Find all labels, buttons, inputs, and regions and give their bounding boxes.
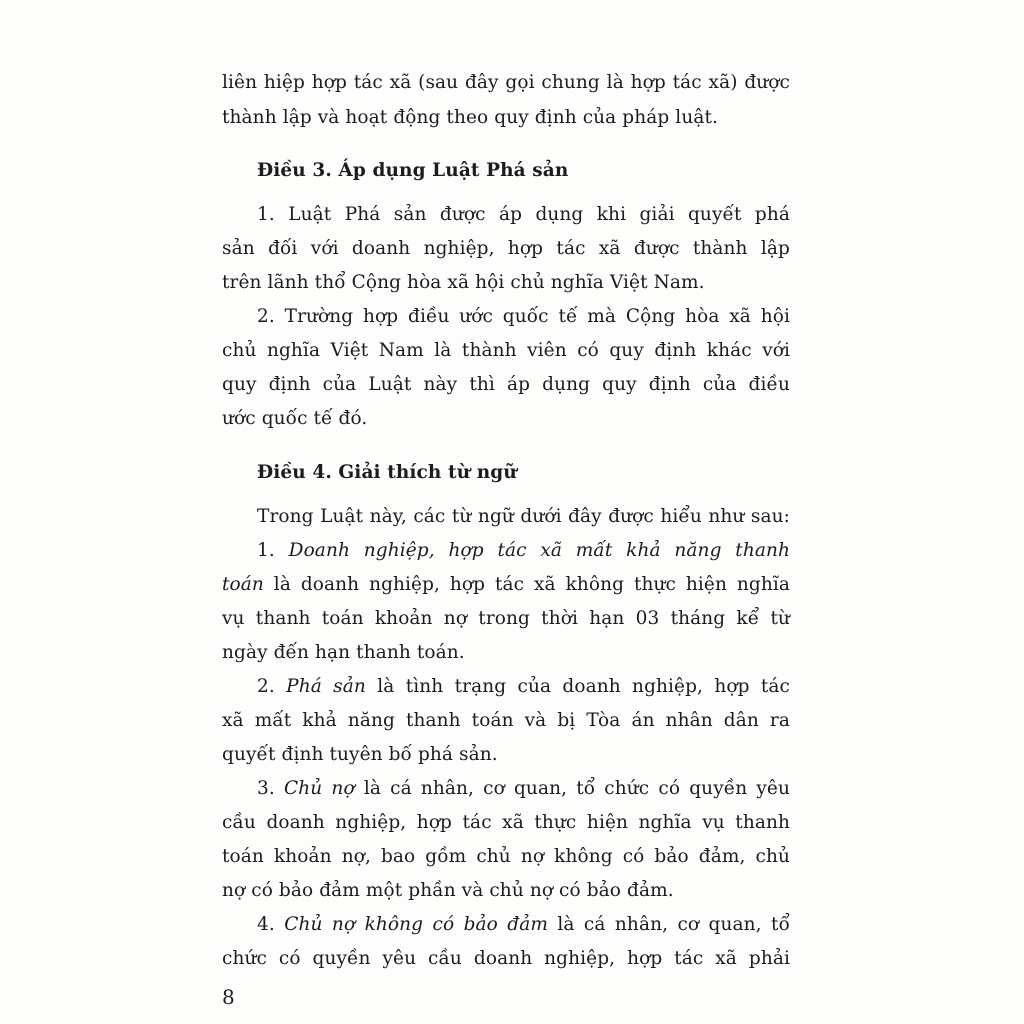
definition-4-line-1 <box>257 914 790 935</box>
article-3-p2-line-1: 2. Trường hợp điều ước quốc tế mà Cộng hòa xã hội <box>257 306 790 327</box>
definition-2-number: 2. <box>257 676 287 697</box>
definition-3-line-2: cầu doanh nghiệp, hợp tác xã thực hiện nghĩa vụ thanh <box>222 812 790 833</box>
definition-1-line-4: ngày đến hạn thanh toán. <box>222 642 465 663</box>
definition-2-term: Phá sản <box>286 676 366 697</box>
article-3-p1-line-1: 1. Luật Phá sản được áp dụng khi giải quyết phá <box>257 204 790 225</box>
definition-4-number: 4. <box>257 914 285 935</box>
article-3-heading: Điều 3. Áp dụng Luật Phá sản <box>257 160 569 181</box>
definition-1-text: là doanh nghiệp, hợp tác xã không thực hiện nghĩa <box>263 574 790 595</box>
definition-4-text: là cá nhân, cơ quan, tổ <box>548 914 790 935</box>
definition-1-number: 1. <box>257 540 289 561</box>
intro-line-2: thành lập và hoạt động theo quy định của pháp luật. <box>222 107 718 128</box>
definition-4-line-2: chức có quyền yêu cầu doanh nghiệp, hợp tác xã phải <box>222 948 790 969</box>
definition-1-line-3: vụ thanh toán khoản nợ trong thời hạn 03 tháng kể từ <box>222 608 790 629</box>
definition-1-term-continued: toán <box>222 574 264 595</box>
definition-3-line-3: toán khoản nợ, bao gồm chủ nợ không có bảo đảm, chủ <box>222 846 790 867</box>
article-3-p1-line-2: sản đối với doanh nghiệp, hợp tác xã được thành lập <box>222 238 790 259</box>
article-4-heading: Điều 4. Giải thích từ ngữ <box>257 462 517 483</box>
definition-3-line-4: nợ có bảo đảm một phần và chủ nợ có bảo đảm. <box>222 880 674 901</box>
definition-3-text: là cá nhân, cơ quan, tổ chức có quyền yêu <box>354 778 790 799</box>
definition-3-line-1 <box>257 778 790 799</box>
definition-1-line-1 <box>257 540 790 561</box>
article-3-p2-line-3: quy định của Luật này thì áp dụng quy định của điều <box>222 374 790 395</box>
article-4-intro: Trong Luật này, các từ ngữ dưới đây được hiểu như sau: <box>257 506 790 527</box>
article-3-p2-line-2: chủ nghĩa Việt Nam là thành viên có quy định khác với <box>222 340 790 361</box>
definition-1-term: Doanh nghiệp, hợp tác xã mất khả năng thanh <box>288 540 790 561</box>
definition-2-line-1 <box>257 676 790 697</box>
page-number: 8 <box>222 985 235 1009</box>
definition-4-term: Chủ nợ không có bảo đảm <box>284 914 548 935</box>
definition-2-text: là tình trạng của doanh nghiệp, hợp tác <box>365 676 790 697</box>
article-3-p1-line-3: trên lãnh thổ Cộng hòa xã hội chủ nghĩa Việt Nam. <box>222 272 705 293</box>
definition-3-term: Chủ nợ <box>284 778 355 799</box>
definition-2-line-2: xã mất khả năng thanh toán và bị Tòa án nhân dân ra <box>222 710 790 731</box>
intro-line-1: liên hiệp hợp tác xã (sau đây gọi chung là hợp tác xã) được <box>222 72 790 93</box>
definition-1-line-2 <box>222 574 790 595</box>
definition-3-number: 3. <box>257 778 284 799</box>
definition-2-line-3: quyết định tuyên bố phá sản. <box>222 744 498 765</box>
article-3-p2-line-4: ước quốc tế đó. <box>222 408 368 429</box>
